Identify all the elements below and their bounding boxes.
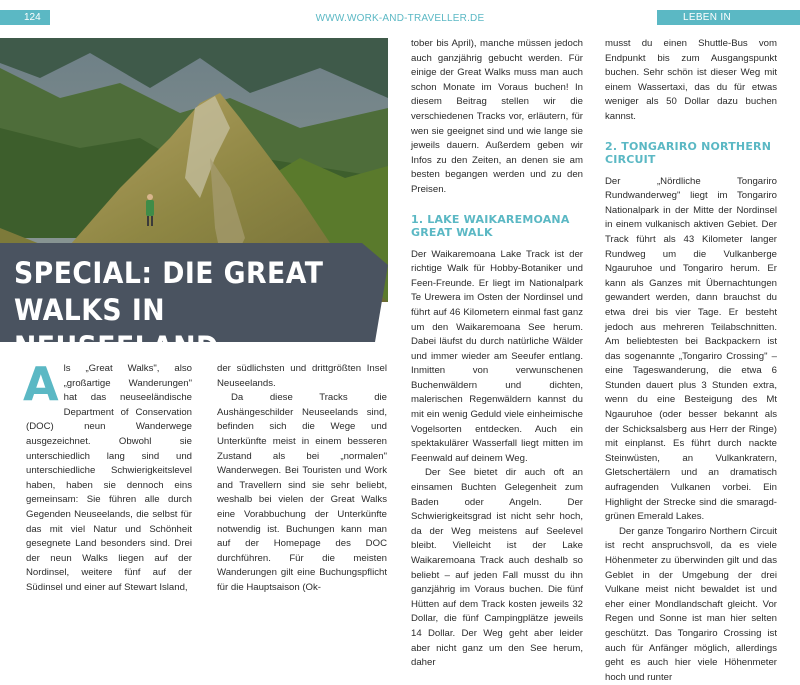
title-banner <box>0 243 388 364</box>
section-heading-1: 1. LAKE WAIKAREMOANA GREAT WALK <box>411 212 570 239</box>
text-column-3 <box>411 37 583 671</box>
paragraph: Da diese Tracks die Aushängeschilder Neuseelands sind, befinden sich die Wege und Unterkünfte meist in einem besseren Zustand als bei „normalen" Wanderwegen. Bei Touristen und Work and Travellern sind sie sehr beliebt, weshalb bei vielen der Great Walks eine Vorabbuchung der Unterkünfte notwendig ist. Buchungen kann man auf der Homepage des DOC durchführen. Für die meisten Wanderungen gilt eine Buchungspflicht für die Hauptsaison (Ok- <box>217 392 387 593</box>
intro-paragraph: ls „Great Walks", also „großartige Wanderungen" hat das neuseeländische Department of Conservation (DOC) neun Wanderwege ausgezeichnet. Obwohl sie unterschiedlich lang sind und unterschiedliche Schwierigkeitslevel haben, haben sie dennoch eins gemeinsam: Sie führen alle durch Gegenden Neuseelands, die selbst für das mit viel Natur und Schönheit gesegnete Land besonders sind. Drei der neun Walks liegen auf der Nordinsel, weitere fünf auf der Südinsel und einer auf Stewart Island, <box>26 363 192 593</box>
text-column-2 <box>217 362 387 596</box>
page-title <box>14 255 354 366</box>
paragraph: Der ganze Tongariro Northern Circuit ist recht anspruchsvoll, da es viele Höhenmeter zu überwinden gilt und das Geblet in der Umgebung der drei Vulkane meist nicht bewaldet ist und eher einer Mondlandschaft gleicht. Vor Regen und Sonne ist man hier selten geschützt. Das Tongariro Crossing ist auch für Anfänger möglich, allerdings geht es auch hier viele Höhenmeter hoch und runter <box>605 525 777 683</box>
section-label: LEBEN IN NEUSEELAND <box>683 12 754 38</box>
paragraph: Der „Nördliche Tongariro Rundwanderweg" liegt im Tongariro Nationalpark in der Mitte der Nordinsel in einem vulkanisch aktiven Gebiet. Der Track führt als 43 Kilometer langer Rundweg um die Vulkanberge Ngauruhoe und Tongariro herum. Er kann als Ganzes mit Übernachtungen gewandert werden, dann brauchst du etwa drei bis vier Tage. Er besteht jedoch aus mehreren Teilabschnitten. Am beliebtesten bei Backpackern ist das sogenannte „Tongariro Crossing" – eine Tageswanderung, die etwa 6 Stunden dauert plus 3 Stunden extra, wenn du eine Besteigung des Mt Ngauruhoe (oder besser bekannt als der Schicksalsberg aus Herr der Ringe) mit einplanst. Es führt durch nackte Steinwüsten, an Vulkankratern, Gletschertälern und an dramatisch aufragenden Vulkanen vorbei. Ein Highlight der Strecke sind die smaragd-grünen Emerald Lakes. <box>605 175 777 523</box>
paragraph: Der See bietet dir auch oft an einsamen Buchten Gelegenheit zum Baden oder Angeln. Der Schwierigkeitsgrad ist nicht sehr hoch, da der Weg meistens auf Seelevel bleibt. Vielleicht ist der Lake Waikaremoana Track auch deshalb so beliebt – auf jeden Fall musst du ihn ganzjährig im Voraus buchen. Die fünf Hütten auf dem Track kosten jeweils 32 Dollar, die fünf Campingplätze jeweils 14 Dollar. Der Weg geht aber leider aber nicht ganz um den See herum, daher <box>411 467 583 669</box>
header-url[interactable]: WWW.WORK-AND-TRAVELLER.DE <box>315 13 485 24</box>
paragraph: Der Waikaremoana Lake Track ist der richtige Walk für Hobby-Botaniker und Feen-Freunde. Er liegt im Nationalpark Te Urewera im Osten der Nordinsel und führt auf 46 Kilometern einmal fast ganz um den Waikaremoana See herum. Dabei läufst du durch natürliche Wälder und immer wieder am Seeufer entlang. Inmitten von verwunschenen Buchenwäldern und dichten, malerischen Regenwäldern kannst du mit ein wenig Geduld viele einheimische Vogelsorten entdecken. Auch ein spektakulärer Wasserfall liegt mitten im Feenwald auf deinem Weg. <box>411 248 583 464</box>
drop-cap: A <box>23 357 59 411</box>
text-column-1 <box>23 357 192 596</box>
text-column-4 <box>605 37 777 685</box>
page-title-line-1: SPECIAL: DIE GREAT <box>14 256 324 290</box>
section-tab <box>657 10 800 38</box>
page-number: 124 <box>24 12 41 23</box>
section-heading-2: 2. TONGARIRO NORTHERN CIRCUIT <box>605 139 772 166</box>
paragraph: der südlichsten und drittgrößten Insel Neuseelands. <box>217 363 387 389</box>
paragraph: musst du einen Shuttle-Bus vom Endpunkt bis zum Ausgangspunkt buchen. Sehr schön ist dieser Weg mit einem Wassertaxi, das du für etwas weniger als 50 Dollar dazu buchen kannst. <box>605 38 777 122</box>
paragraph: tober bis April), manche müssen jedoch auch ganzjährig gebucht werden. Für einige der Great Walks muss man auch schon Monate im Voraus buchen! In diesem Beitrag stellen wir die verschiedenen Tracks vor, erläutern, für wen sie geeignet sind und wie lange sie jeweils dauern. Außerdem geben wir Infos zu den Zeiten, an denen sie am besten begangen werden und zu den Preisen. <box>411 38 583 195</box>
page-title-line-2: WALKS IN NEUSEELAND <box>14 293 219 364</box>
